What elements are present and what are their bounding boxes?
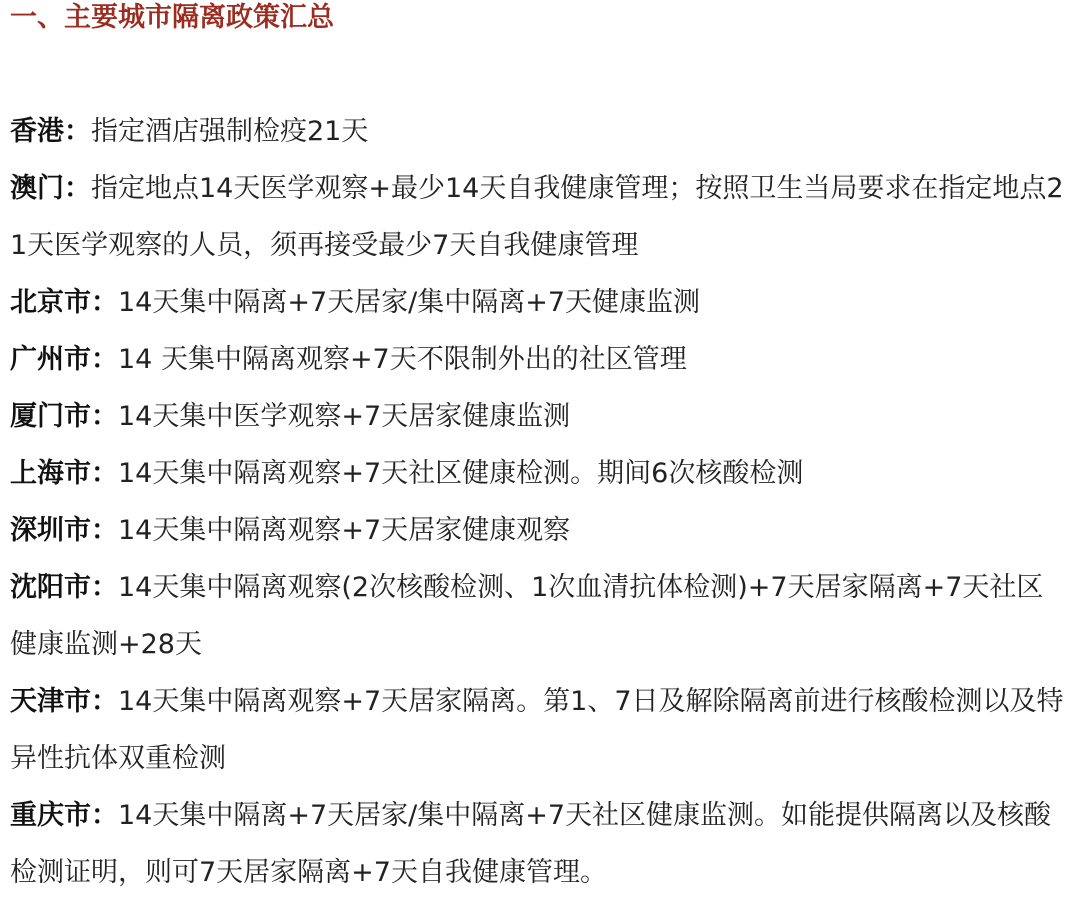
colon: ： [64,173,91,204]
policy-text: 指定地点14天医学观察+最少14天自我健康管理；按照卫生当局要求在指定地点21天医学观察的人员，须再接受最少7天自我健康管理 [10,173,1064,261]
policy-item-tianjin [10,673,1070,787]
city-name: 北京市 [10,287,91,318]
policy-text: 14天集中医学观察+7天居家健康监测 [118,401,571,432]
policy-text: 14天集中隔离观察(2次核酸检测、1次血清抗体检测)+7天居家隔离+7天社区健康监测+28天 [10,572,1044,660]
colon: ： [91,572,118,603]
policy-item-beijing [10,274,1070,331]
policy-item-shenzhen [10,502,1070,559]
colon: ： [91,458,118,489]
colon: ： [91,344,118,375]
city-name: 天津市 [10,686,91,717]
policy-item-chongqing [10,787,1070,901]
policy-text: 14天集中隔离+7天居家/集中隔离+7天健康监测 [118,287,701,318]
policy-item-shenyang [10,559,1070,673]
city-name: 重庆市 [10,800,91,831]
colon: ： [91,800,118,831]
policy-text: 14 天集中隔离观察+7天不限制外出的社区管理 [118,344,687,375]
city-name: 厦门市 [10,401,91,432]
colon: ： [91,287,118,318]
policy-text: 14天集中隔离观察+7天社区健康检测。期间6次核酸检测 [118,458,804,489]
policy-text: 指定酒店强制检疫21天 [91,116,369,147]
city-name: 上海市 [10,458,91,489]
colon: ： [64,116,91,147]
colon: ： [91,515,118,546]
section-heading: 一、主要城市隔离政策汇总 [10,2,334,33]
city-name: 广州市 [10,344,91,375]
policy-item-macau [10,160,1070,274]
city-name: 香港 [10,116,64,147]
policy-item-xiamen [10,388,1070,445]
city-name: 澳门 [10,173,64,204]
city-name: 沈阳市 [10,572,91,603]
policy-item-shanghai [10,445,1070,502]
colon: ： [91,401,118,432]
city-name: 深圳市 [10,515,91,546]
policy-text: 14天集中隔离观察+7天居家健康观察 [118,515,571,546]
policy-text: 14天集中隔离观察+7天居家隔离。第1、7日及解除隔离前进行核酸检测以及特异性抗体双重检测 [10,686,1064,774]
policy-item-hongkong [10,103,1070,160]
policy-item-guangzhou [10,331,1070,388]
colon: ： [91,686,118,717]
city-policy-list [10,103,1070,901]
policy-text: 14天集中隔离+7天居家/集中隔离+7天社区健康监测。如能提供隔离以及核酸检测证明，则可7天居家隔离+7天自我健康管理。 [10,800,1052,888]
